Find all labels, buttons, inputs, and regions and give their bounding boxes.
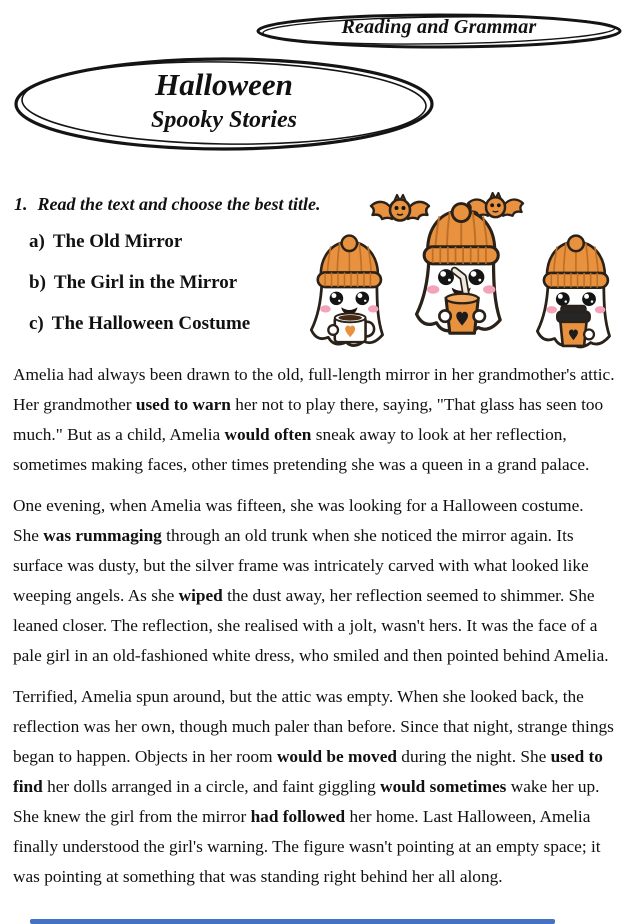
- option-a-label: The Old Mirror: [52, 231, 183, 252]
- footer-accent-bar: [30, 919, 555, 924]
- title-block: [12, 55, 436, 153]
- option-c-letter: c): [29, 313, 44, 334]
- ghost-with-mug: [311, 236, 382, 346]
- option-c[interactable]: [29, 312, 250, 336]
- reading-passage: [13, 360, 625, 903]
- ghost-with-togo-cup: [537, 236, 609, 347]
- badge-label: Reading and Grammar: [341, 16, 537, 38]
- page-subtitle: Spooky Stories: [150, 107, 297, 133]
- passage-paragraph: Amelia had always been drawn to the old, full-length mirror in her grandmother's attic. Her grandmother used to warn her not to play there, saying, "That glass has seen too much." But as a child, Amelia would often sneak away to look at her reflection, sometimes making faces, other times pretending she was a queen in a grand palace.: [13, 365, 615, 474]
- ghost-with-straw-cup: [417, 204, 501, 334]
- option-a[interactable]: [29, 230, 250, 254]
- ghosts-illustration: [300, 192, 634, 356]
- option-b-label: The Girl in the Mirror: [53, 272, 238, 293]
- exercise-instruction: [14, 194, 320, 215]
- page-title: Halloween: [155, 67, 293, 102]
- option-c-label: The Halloween Costume: [51, 313, 251, 334]
- answer-options: [29, 230, 250, 353]
- exercise-instruction-text: Read the text and choose the best title.: [37, 194, 321, 214]
- passage-paragraph: One evening, when Amelia was fifteen, she was looking for a Halloween costume. She was rummaging through an old trunk when she noticed the mirror again. Its surface was dusty, but the silver frame was intricately carved with what looked like weeping angels. As she wiped the dust away, her reflection seemed to shimmer. She leaned closer. The reflection, she realised with a jolt, wasn't hers. It was the face of a pale girl in an old-fashioned white dress, who smiled and then pointed behind Amelia.: [13, 496, 609, 665]
- option-b-letter: b): [29, 272, 46, 293]
- header-badge: [254, 12, 624, 50]
- exercise-number: 1.: [14, 194, 28, 214]
- option-a-letter: a): [29, 231, 45, 252]
- passage-paragraph: Terrified, Amelia spun around, but the attic was empty. When she looked back, the reflection was her own, though much paler than before. Since that night, strange things began to happen. Objects in her room would be moved during the night. She used to find her dolls arranged in a circle, and faint giggling would sometimes wake her up. She knew the girl from the mirror had followed her home. Last Halloween, Amelia finally understood the girl's warning. The figure wasn't pointing at an empty space; it was pointing at something that was standing right behind her all along.: [13, 687, 614, 886]
- bat-icon: [371, 195, 429, 221]
- option-b[interactable]: [29, 271, 250, 295]
